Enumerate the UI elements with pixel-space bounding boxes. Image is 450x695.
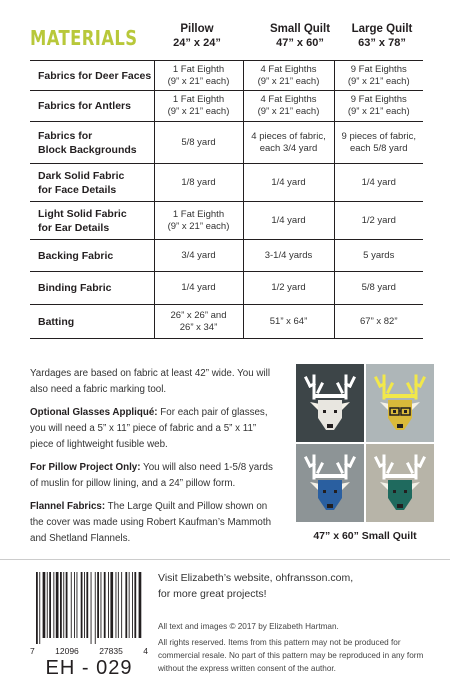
nose (397, 504, 403, 508)
pillow-note-text: You will also need 1-5/8 yards of muslin for pillow lining, and a 24” pillow form. (30, 462, 273, 489)
table-cell (154, 91, 243, 122)
row-label-line: Batting (38, 315, 75, 328)
row-label (30, 61, 154, 91)
barcode-bar (77, 572, 78, 638)
barcode-bar (43, 572, 46, 638)
table-row (30, 240, 423, 272)
notes-section (30, 366, 280, 554)
flannel-note-title: Flannel Fabrics: (30, 501, 106, 512)
barcode-bar (134, 572, 136, 638)
table-cell (334, 305, 423, 339)
rights-text: All rights reserved. Items from this pattern may not be produced for commercial resale. No part of this pattern may be reproduced in any form without the express written consent of the author. (158, 638, 424, 673)
cell-line: 9 Fat Eighths (350, 94, 407, 105)
legal-notice (158, 620, 430, 675)
table-row (30, 91, 423, 122)
table-cell (334, 272, 423, 305)
barcode-bar (86, 572, 88, 638)
barcode-bar (110, 572, 113, 638)
barcode-bar (81, 572, 83, 638)
column-header-large-quilt (334, 22, 430, 50)
eye-left (323, 410, 326, 413)
row-label-line: Block Backgrounds (38, 143, 137, 156)
barcode-digits (30, 646, 148, 656)
barcode-bar (132, 572, 133, 638)
table-cell (243, 122, 334, 164)
table-cell (243, 91, 334, 122)
cell-line: 1 Fat Eighth (172, 208, 225, 220)
cell-line: each 5/8 yard (349, 142, 408, 154)
barcode-bar (125, 572, 127, 638)
quilt-caption: 47” x 60” Small Quilt (313, 530, 417, 542)
table-cell (154, 305, 243, 339)
footer-divider (0, 559, 450, 560)
table-cell (334, 122, 423, 164)
column-name: Large Quilt (351, 23, 413, 35)
cell-line: 1/4 yard (181, 282, 216, 293)
row-label-line: Fabrics for (38, 129, 93, 142)
cell-line: 5/8 yard (361, 282, 396, 293)
barcode-digit-group: 12096 (55, 646, 79, 656)
table-cell (154, 122, 243, 164)
antler-base (314, 474, 346, 478)
cell-line: 5/8 yard (181, 136, 216, 148)
table-row (30, 164, 423, 202)
cell-line: 51” x 64” (269, 315, 308, 327)
row-label (30, 122, 154, 164)
row-label (30, 164, 154, 202)
row-label (30, 305, 154, 339)
eye-right (404, 490, 407, 493)
cell-line: 26” x 34” (179, 321, 218, 333)
pillow-note-title: For Pillow Project Only: (30, 462, 141, 473)
table-cell (154, 164, 243, 202)
row-label-line: Backing Fabric (38, 249, 114, 262)
cell-line: 1/8 yard (181, 176, 216, 188)
barcode-digit-group: 27835 (99, 646, 123, 656)
barcode-bar (101, 572, 102, 638)
table-row (30, 122, 423, 164)
cell-line: 3/4 yard (181, 249, 216, 261)
table-row (30, 272, 423, 305)
barcode-bar (129, 572, 130, 638)
small-quilt-image (296, 364, 434, 522)
nose (327, 424, 333, 428)
table-cell (154, 202, 243, 240)
barcode-digit-group: 4 (143, 646, 148, 656)
barcode-bar (56, 572, 59, 638)
row-label-line: for Ear Details (38, 221, 110, 234)
flannel-note-text: The Large Quilt and Pillow shown on the cover was made using Robert Kaufman’s Mammoth and Shetland Flannels. (30, 501, 272, 544)
column-size: 63” x 78” (358, 37, 406, 49)
barcode-bar (116, 572, 117, 638)
cell-line: 4 pieces of fabric, (251, 130, 326, 142)
header (0, 0, 450, 62)
row-label-line: Light Solid Fabric (38, 207, 127, 220)
row-label-line: Dark Solid Fabric (38, 169, 125, 182)
row-label (30, 272, 154, 305)
cell-line: 1 Fat Eighth (172, 63, 225, 75)
flannel-note (30, 499, 280, 547)
row-label-line: Fabrics for Deer Faces (38, 69, 152, 82)
cell-line: 3-1/4 yards (264, 249, 313, 261)
barcode-bar (49, 572, 51, 638)
table-cell (334, 202, 423, 240)
row-label (30, 240, 154, 272)
cell-line: 4 Fat Eighths (260, 94, 317, 105)
barcode-bar (139, 572, 142, 638)
barcode-bar (104, 572, 106, 638)
column-header-pillow (149, 22, 245, 50)
page-title: MATERIALS (30, 26, 138, 50)
table-cell (154, 240, 243, 272)
barcode-bar (118, 572, 119, 638)
antler-base (314, 394, 346, 398)
cell-line: (9” x 21” each) (167, 106, 230, 117)
website-line-1: Visit Elizabeth’s website, ohfransson.com, (158, 572, 354, 584)
table-row (30, 202, 423, 240)
barcode-bar (66, 572, 68, 638)
table-cell (243, 61, 334, 91)
column-size: 47” x 60” (276, 37, 324, 49)
row-label (30, 202, 154, 240)
barcode-bar (47, 572, 48, 638)
table-cell (154, 61, 243, 91)
eye-left (323, 490, 326, 493)
copyright-text: All text and images © 2017 by Elizabeth Hartman. (158, 622, 339, 631)
product-code: EH - 029 (45, 657, 133, 679)
row-label-line: Binding Fabric (38, 282, 112, 294)
barcode-digit-group: 7 (30, 646, 35, 656)
cell-line: 1/2 yard (361, 214, 396, 226)
cell-line: 67” x 82” (360, 315, 398, 327)
barcode-bar (91, 572, 92, 644)
cell-line: each 3/4 yard (259, 142, 318, 154)
row-label-line: Fabrics for Antlers (38, 100, 131, 112)
glasses-note-text: For each pair of glasses, you will need a 5” x 11” piece of fabric and a 5” x 11” piece of lightweight fusible web. (30, 407, 268, 450)
table-row (30, 61, 423, 91)
antler-base (384, 474, 416, 478)
nose (327, 504, 333, 508)
barcode-bar (53, 572, 54, 638)
cell-line: (9” x 21” each) (347, 75, 410, 87)
materials-table (30, 60, 423, 339)
antler-base (384, 394, 416, 398)
eye-right (404, 410, 407, 413)
row-label-line: for Face Details (38, 183, 117, 196)
cell-line: 4 Fat Eighths (260, 63, 317, 75)
cell-line: 26” x 26” and (170, 309, 227, 321)
table-cell (243, 305, 334, 339)
cell-line: 1/4 yard (361, 176, 396, 188)
cell-line: (9” x 21” each) (347, 106, 410, 117)
table-row (30, 305, 423, 339)
cell-line: 5 yards (363, 249, 395, 261)
column-size: 24” x 24” (173, 37, 221, 49)
table-cell (243, 202, 334, 240)
cell-line: (9” x 21” each) (167, 75, 230, 87)
cell-line: (9” x 21” each) (257, 75, 320, 87)
barcode-bar (39, 572, 40, 644)
row-label (30, 91, 154, 122)
eye-left (393, 490, 396, 493)
barcode-bar (63, 572, 64, 638)
table-cell (243, 272, 334, 305)
materials-table-body (30, 61, 423, 339)
table-cell (334, 164, 423, 202)
cell-line: 9 Fat Eighths (350, 63, 407, 75)
barcode-bar (108, 572, 109, 638)
cell-line: 1/2 yard (271, 282, 306, 293)
cell-line: 1/4 yard (271, 214, 306, 226)
barcode-icon (30, 572, 148, 644)
eye-right (334, 410, 337, 413)
cell-line: (9” x 21” each) (167, 220, 230, 232)
barcode-bar (121, 572, 122, 638)
nose (397, 424, 403, 428)
website-line-2: for more great projects! (158, 588, 267, 600)
table-cell (334, 240, 423, 272)
yardage-note: Yardages are based on fabric at least 42” wide. You will also need a fabric marking tool. (30, 368, 270, 395)
column-name: Pillow (180, 23, 214, 35)
glasses-note-title: Optional Glasses Appliqué: (30, 407, 158, 418)
barcode-bar (95, 572, 96, 644)
glasses-note (30, 405, 280, 453)
website-note (158, 570, 428, 602)
table-cell (334, 91, 423, 122)
table-cell (243, 240, 334, 272)
table-cell (334, 61, 423, 91)
cell-line: 9 pieces of fabric, (341, 130, 416, 142)
barcode-bar (36, 572, 38, 644)
table-cell (243, 164, 334, 202)
pillow-note (30, 460, 280, 492)
eye-right (334, 490, 337, 493)
barcode-bar (84, 572, 85, 638)
cell-line: 1 Fat Eighth (172, 94, 225, 105)
barcode-bar (97, 572, 99, 638)
barcode-bar (71, 572, 72, 638)
table-cell (154, 272, 243, 305)
cell-line: 1/4 yard (271, 176, 306, 188)
barcode-bar (60, 572, 62, 638)
column-name: Small Quilt (269, 23, 331, 35)
barcode-bar (74, 572, 75, 638)
eye-left (393, 410, 396, 413)
cell-line: (9” x 21” each) (257, 106, 320, 117)
